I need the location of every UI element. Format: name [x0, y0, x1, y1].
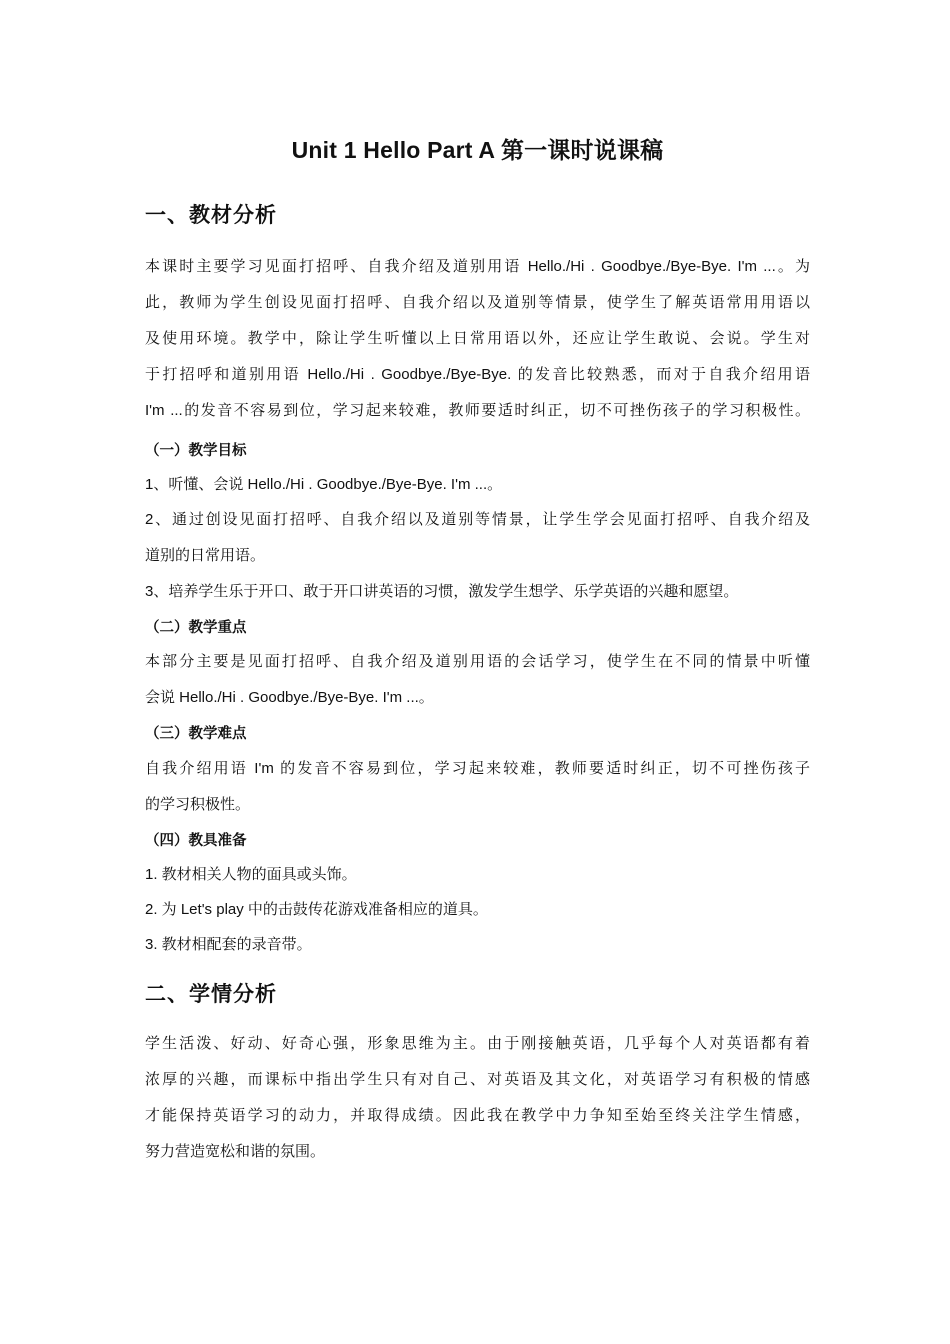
section-heading-textbook-analysis: 一、教材分析 — [145, 204, 277, 227]
paragraph-line: 的学习积极性。 — [145, 796, 251, 813]
textbook-analysis-paragraph — [145, 255, 810, 435]
paragraph-line: 会说 Hello./Hi . Goodbye./Bye-Bye. I'm ...。 — [145, 689, 434, 706]
paragraph-line: 浓厚的兴趣，而课标中指出学生只有对自己、对英语及其文化，对英语学习有积极的情感 — [145, 1071, 810, 1088]
goal-item-1: 1、听懂、会说 Hello./Hi . Goodbye./Bye-Bye. I'm ...。 — [145, 476, 503, 493]
paragraph-line: 此，教师为学生创设见面打招呼、自我介绍以及道别等情景，使学生了解英语常用用语以 — [145, 294, 810, 311]
paragraph-line: 努力营造宽松和谐的氛围。 — [145, 1143, 326, 1160]
subheading-teaching-difficulty: （三）教学难点 — [145, 726, 247, 742]
aid-item-2: 2. 为 Let's play 中的击鼓传花游戏准备相应的道具。 — [145, 901, 488, 918]
learner-analysis-paragraph — [145, 1032, 810, 1176]
paragraph-line: 及使用环境。教学中，除让学生听懂以上日常用语以外，还应让学生敢说、会说。学生对 — [145, 330, 810, 347]
goal-item-3: 3、培养学生乐于开口、敢于开口讲英语的习惯，激发学生想学、乐学英语的兴趣和愿望。 — [145, 583, 739, 600]
subheading-teaching-aids: （四）教具准备 — [145, 833, 247, 849]
goal-item-2-line: 道别的日常用语。 — [145, 547, 266, 564]
paragraph-line: I'm ...的发音不容易到位，学习起来较难，教师要适时纠正，切不可挫伤孩子的学习积极性。 — [145, 402, 810, 419]
goal-item-2 — [145, 508, 810, 580]
paragraph-line: 于打招呼和道别用语 Hello./Hi . Goodbye./Bye-Bye. 的发音比较熟悉，而对于自我介绍用语 — [145, 366, 810, 383]
paragraph-line: 本部分主要是见面打招呼、自我介绍及道别用语的会话学习，使学生在不同的情景中听懂 — [145, 653, 810, 670]
aid-item-1: 1. 教材相关人物的面具或头饰。 — [145, 866, 357, 883]
document-title: Unit 1 Hello Part A 第一课时说课稿 — [291, 137, 664, 163]
section-heading-learner-analysis: 二、学情分析 — [145, 983, 277, 1006]
paragraph-line: 本课时主要学习见面打招呼、自我介绍及道别用语 Hello./Hi . Goodbye./Bye-Bye. I'm ...。为 — [145, 258, 810, 275]
paragraph-line: 学生活泼、好动、好奇心强，形象思维为主。由于刚接触英语，几乎每个人对英语都有着 — [145, 1035, 810, 1052]
teaching-focus-paragraph — [145, 650, 810, 722]
subheading-teaching-goals: （一）教学目标 — [145, 443, 247, 459]
teaching-difficulty-paragraph — [145, 757, 810, 829]
paragraph-line: 才能保持英语学习的动力，并取得成绩。因此我在教学中力争知至始至终关注学生情感， — [145, 1107, 810, 1124]
subheading-teaching-focus: （二）教学重点 — [145, 620, 247, 636]
paragraph-line: 自我介绍用语 I'm 的发音不容易到位，学习起来较难，教师要适时纠正，切不可挫伤孩子 — [145, 760, 810, 777]
aid-item-3: 3. 教材相配套的录音带。 — [145, 936, 312, 953]
goal-item-2-line: 2、通过创设见面打招呼、自我介绍以及道别等情景，让学生学会见面打招呼、自我介绍及 — [145, 511, 810, 528]
